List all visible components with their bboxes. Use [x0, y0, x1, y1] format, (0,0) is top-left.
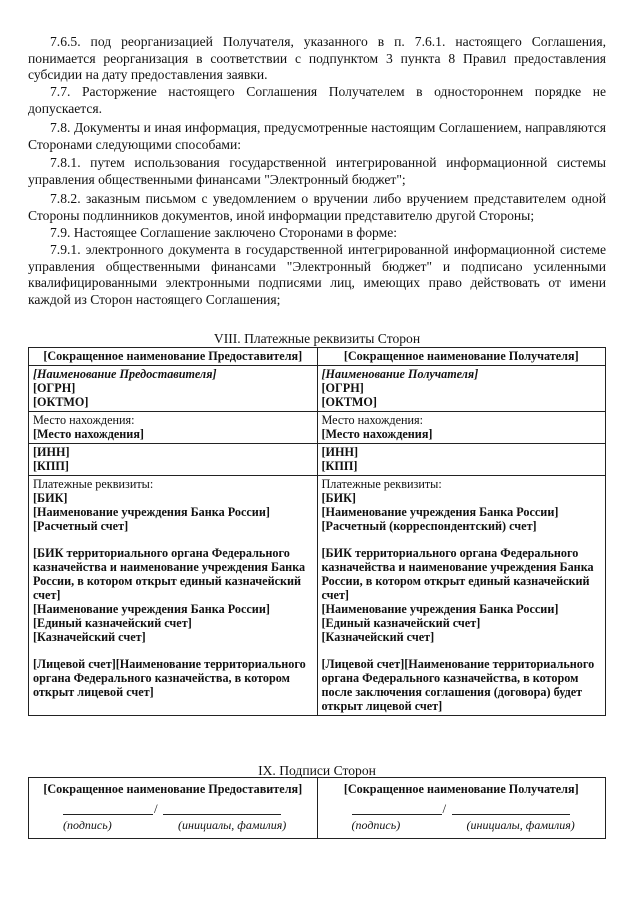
provider-location: [Место нахождения]	[33, 427, 144, 441]
provider-ekc: [Единый казначейский счет]	[33, 616, 192, 630]
provider-location-cell	[29, 412, 318, 444]
recipient-signature-header: [Сокращенное наименование Получателя]	[343, 782, 579, 796]
paragraph-7-7: 7.7. Расторжение настоящего Соглашения Получателем в одностороннем порядке не допускается.	[28, 84, 606, 116]
recipient-payment-cell	[317, 476, 606, 716]
recipient-bank: [Наименование учреждения Банка России]	[321, 505, 559, 519]
signatures-table	[28, 777, 606, 839]
paragraph-7-9-1: 7.9.1. электронного документа в государственной интегрированной информационной системе управления общественными финансами "Электронный бюджет" и подписано усиленными квалифицированными электронными подписями лиц, имеющих право действовать от имени каждой из Сторон настоящего Соглашения;	[28, 242, 606, 307]
paragraph-7-8: 7.8. Документы и иная информация, предусмотренные настоящим Соглашением, направляются Сторонами следующими способами:	[28, 120, 606, 152]
recipient-signature-line	[322, 802, 602, 836]
paragraph-7-8-1: 7.8.1. путем использования государственной интегрированной информационной системы управления общественными финансами "Электронный бюджет";	[28, 155, 606, 187]
provider-bank: [Наименование учреждения Банка России]	[33, 505, 270, 519]
provider-bank-2: [Наименование учреждения Банка России]	[33, 602, 270, 616]
recipient-location: [Место нахождения]	[321, 427, 433, 441]
recipient-sign-caption: (подпись)	[351, 818, 401, 832]
recipient-name: [Наименование Получателя]	[321, 367, 479, 381]
provider-inn-kpp-cell	[29, 444, 318, 476]
provider-name-caption: (инициалы, фамилия)	[178, 818, 287, 832]
recipient-short-name: [Сокращенное наименование Получателя]	[343, 349, 579, 363]
recipient-ekc: [Единый казначейский счет]	[321, 616, 481, 630]
recipient-bank-2: [Наименование учреждения Банка России]	[321, 602, 559, 616]
provider-identity-cell	[29, 366, 318, 412]
recipient-payment-label: Платежные реквизиты:	[321, 477, 442, 491]
provider-header-cell	[29, 348, 318, 366]
provider-signature-header: [Сокращенное наименование Предоставителя]	[43, 782, 303, 796]
provider-treasury-account: [Казначейский счет]	[33, 630, 146, 644]
recipient-tofk-bik: [БИК территориального органа Федерального казначейства и наименование учреждения Банка России, в котором открыт единый казначейский счет]	[321, 546, 594, 602]
recipient-kpp: [КПП]	[321, 459, 358, 473]
provider-oktmo: [ОКТМО]	[33, 395, 89, 409]
provider-name-field[interactable]	[163, 814, 281, 815]
recipient-sign-slash: /	[442, 801, 447, 816]
provider-kpp: [КПП]	[33, 459, 69, 473]
provider-ogrn: [ОГРН]	[33, 381, 76, 395]
provider-signature-line	[33, 802, 313, 836]
provider-inn: [ИНН]	[33, 445, 70, 459]
recipient-ogrn: [ОГРН]	[321, 381, 364, 395]
payment-details-table	[28, 347, 606, 716]
provider-payment-label: Платежные реквизиты:	[33, 477, 154, 491]
paragraph-7-6-5: 7.6.5. под реорганизацией Получателя, указанного в п. 7.6.1. настоящего Соглашения, понимается реорганизация в соответствии с подпунктом 3 пункта 8 Правил предоставления субсидии на дату предоставления заявки.	[28, 34, 606, 82]
paragraph-7-8-2: 7.8.2. заказным письмом с уведомлением о вручении либо вручением представителем одной Стороны подлинников документов, иной информации представителю другой Стороны;	[28, 191, 606, 223]
recipient-inn-kpp-cell	[317, 444, 606, 476]
paragraph-7-9: 7.9. Настоящее Соглашение заключено Сторонами в форме:	[50, 225, 398, 240]
recipient-treasury-account: [Казначейский счет]	[321, 630, 435, 644]
recipient-oktmo: [ОКТМО]	[321, 395, 377, 409]
provider-sign-caption: (подпись)	[63, 818, 112, 832]
section-8-title: VIII. Платежные реквизиты Сторон	[213, 331, 421, 346]
provider-tofk-bik: [БИК территориального органа Федерального казначейства и наименование учреждения Банка России, в котором открыт единый казначейский счет]	[33, 546, 306, 602]
recipient-signature-cell	[317, 778, 606, 839]
recipient-identity-cell	[317, 366, 606, 412]
recipient-name-caption: (инициалы, фамилия)	[466, 818, 575, 832]
provider-signature-cell	[29, 778, 318, 839]
recipient-sign-field[interactable]	[352, 814, 442, 815]
recipient-bik: [БИК]	[321, 491, 356, 505]
recipient-location-cell	[317, 412, 606, 444]
recipient-name-field[interactable]	[452, 814, 570, 815]
provider-payment-cell	[29, 476, 318, 716]
provider-sign-slash: /	[154, 801, 158, 816]
recipient-inn: [ИНН]	[321, 445, 359, 459]
recipient-personal-account: [Лицевой счет][Наименование территориального органа Федерального казначейства, в котором после заключения соглашения (договора) будет открыт лицевой счет]	[321, 657, 595, 713]
provider-location-label: Место нахождения:	[33, 413, 135, 427]
section-9-title: IX. Подписи Сторон	[258, 763, 376, 778]
provider-sign-field[interactable]	[63, 814, 153, 815]
provider-bik: [БИК]	[33, 491, 68, 505]
provider-short-name: [Сокращенное наименование Предоставителя]	[43, 349, 303, 363]
provider-account: [Расчетный счет]	[33, 519, 129, 533]
provider-name: [Наименование Предоставителя]	[33, 367, 217, 381]
recipient-header-cell	[317, 348, 606, 366]
provider-personal-account: [Лицевой счет][Наименование территориального органа Федерального казначейства, в котором открыт лицевой счет]	[33, 657, 306, 699]
recipient-account: [Расчетный (корреспондентский) счет]	[321, 519, 537, 533]
recipient-location-label: Место нахождения:	[321, 413, 424, 427]
